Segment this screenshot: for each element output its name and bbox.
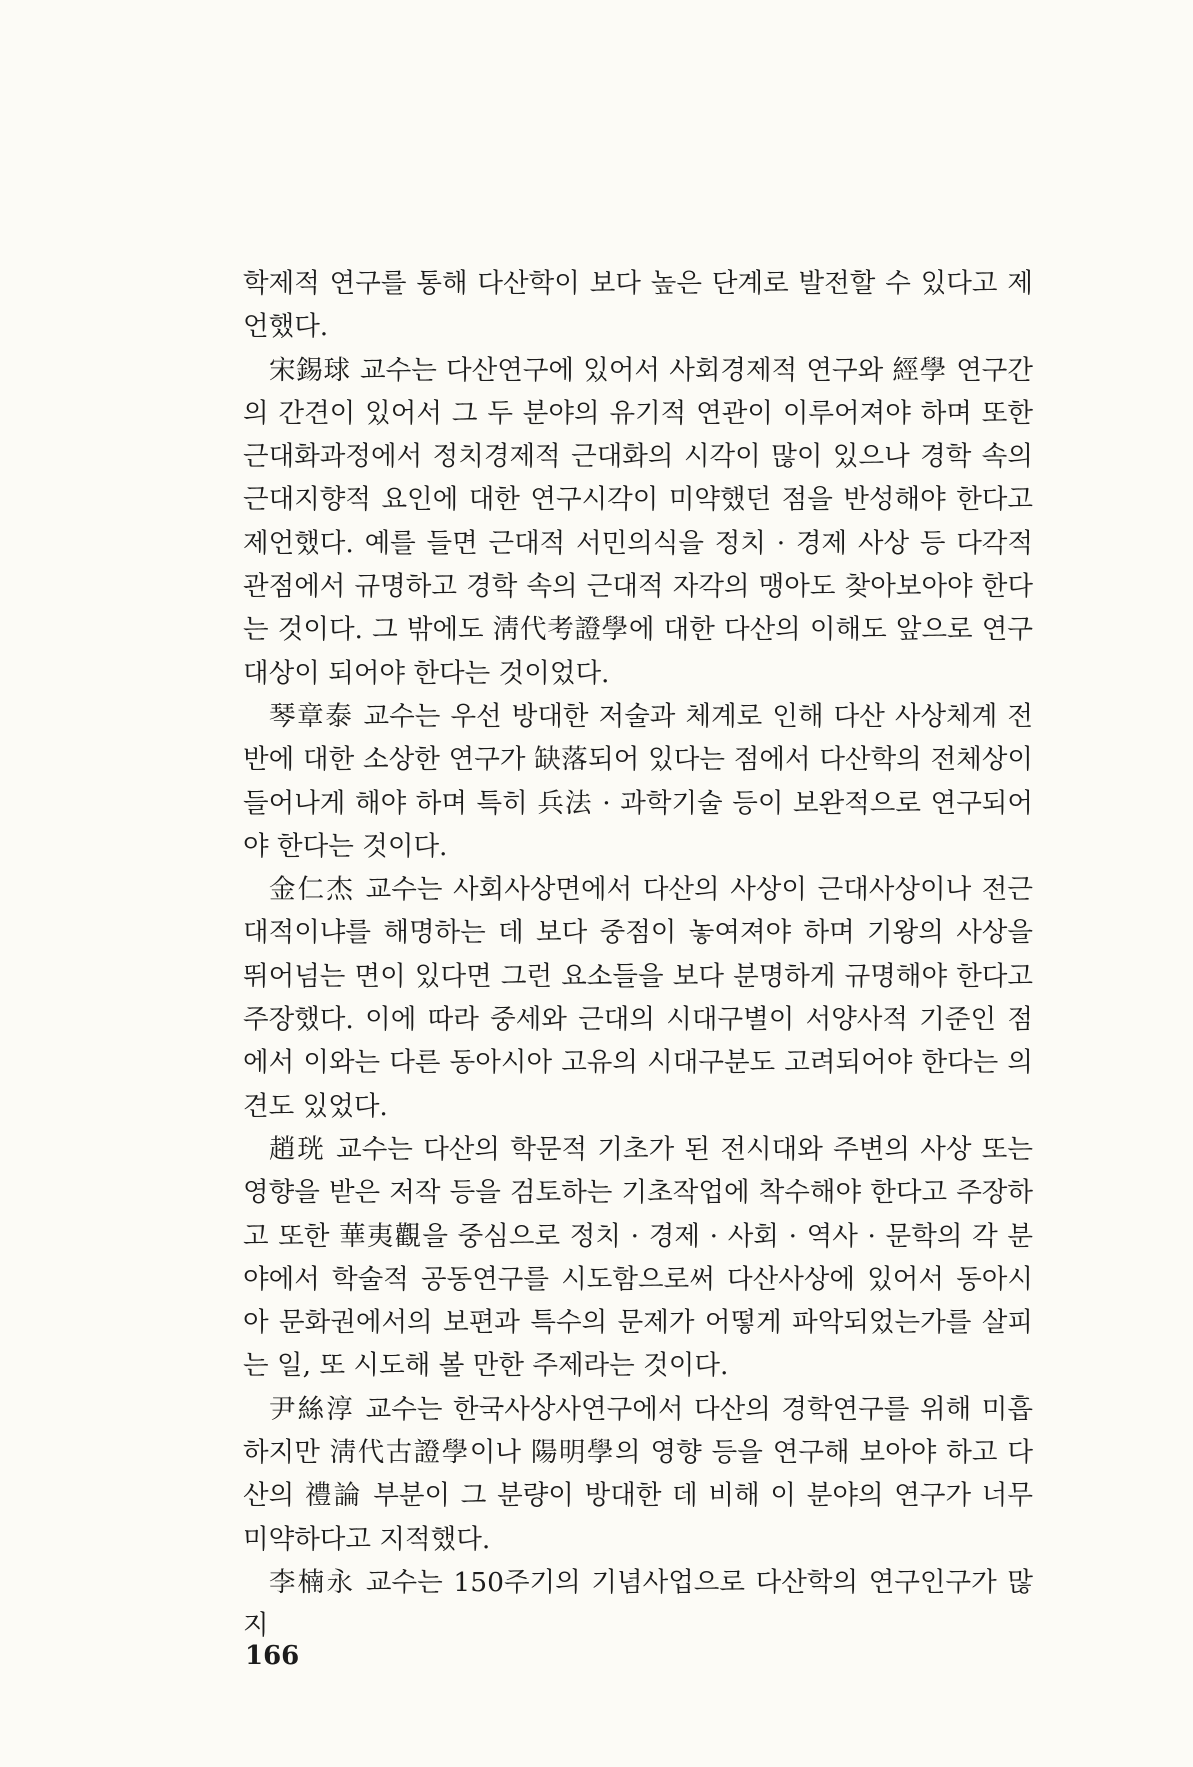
- paragraph: 趙珖 교수는 다산의 학문적 기초가 된 전시대와 주변의 사상 또는 영향을 받은 저작 등을 검토하는 기초작업에 착수해야 한다고 주장하고 또한 華夷觀을 중심으로 정치 · 경제 · 사회 · 역사 · 문학의 각 분야에서 학술적 공동연구를 시도함으로써 다산사상에 있어서 동아시아 문화권에서의 보편과 특수의 문제가 어떻게 파악되었는가를 살피는 일, 또 시도해 볼 만한 주제라는 것이다.: [243, 1133, 1033, 1382]
- body-text: [243, 262, 1033, 1648]
- paragraph: 金仁杰 교수는 사회사상면에서 다산의 사상이 근대사상이나 전근대적이냐를 해명하는 데 보다 중점이 놓여져야 하며 기왕의 사상을 뛰어넘는 면이 있다면 그런 요소들을 보다 분명하게 규명해야 한다고 주장했다. 이에 따라 중세와 근대의 시대구별이 서양사적 기준인 점에서 이와는 다른 동아시아 고유의 시대구분도 고려되어야 한다는 의견도 있었다.: [243, 874, 1033, 1122]
- paragraph: 尹絲淳 교수는 한국사상사연구에서 다산의 경학연구를 위해 미흡하지만 淸代古證學이나 陽明學의 영향 등을 연구해 보아야 하고 다산의 禮論 부분이 그 분량이 방대한 데 비해 이 분야의 연구가 너무 미약하다고 지적했다.: [243, 1393, 1033, 1555]
- paragraph: 학제적 연구를 통해 다산학이 보다 높은 단계로 발전할 수 있다고 제언했다.: [243, 268, 1033, 343]
- page-number: 166: [245, 1641, 300, 1671]
- paragraph: 琴章泰 교수는 우선 방대한 저술과 체계로 인해 다산 사상체계 전반에 대한 소상한 연구가 缺落되어 있다는 점에서 다산학의 전체상이 들어나게 해야 하며 특히 兵法 · 과학기술 등이 보완적으로 연구되어야 한다는 것이다.: [243, 700, 1033, 862]
- paragraph: 宋錫球 교수는 다산연구에 있어서 사회경제적 연구와 經學 연구간의 간견이 있어서 그 두 분야의 유기적 연관이 이루어져야 하며 또한 근대화과정에서 정치경제적 근대화의 시각이 많이 있으나 경학 속의 근대지향적 요인에 대한 연구시각이 미약했던 점을 반성해야 한다고 제언했다. 예를 들면 근대적 서민의식을 정치 · 경제 사상 등 다각적 관점에서 규명하고 경학 속의 근대적 자각의 맹아도 찾아보아야 한다는 것이다. 그 밖에도 淸代考證學에 대한 다산의 이해도 앞으로 연구대상이 되어야 한다는 것이었다.: [243, 354, 1033, 689]
- paragraph: 李楠永 교수는 150주기의 기념사업으로 다산학의 연구인구가 많지: [243, 1566, 1033, 1642]
